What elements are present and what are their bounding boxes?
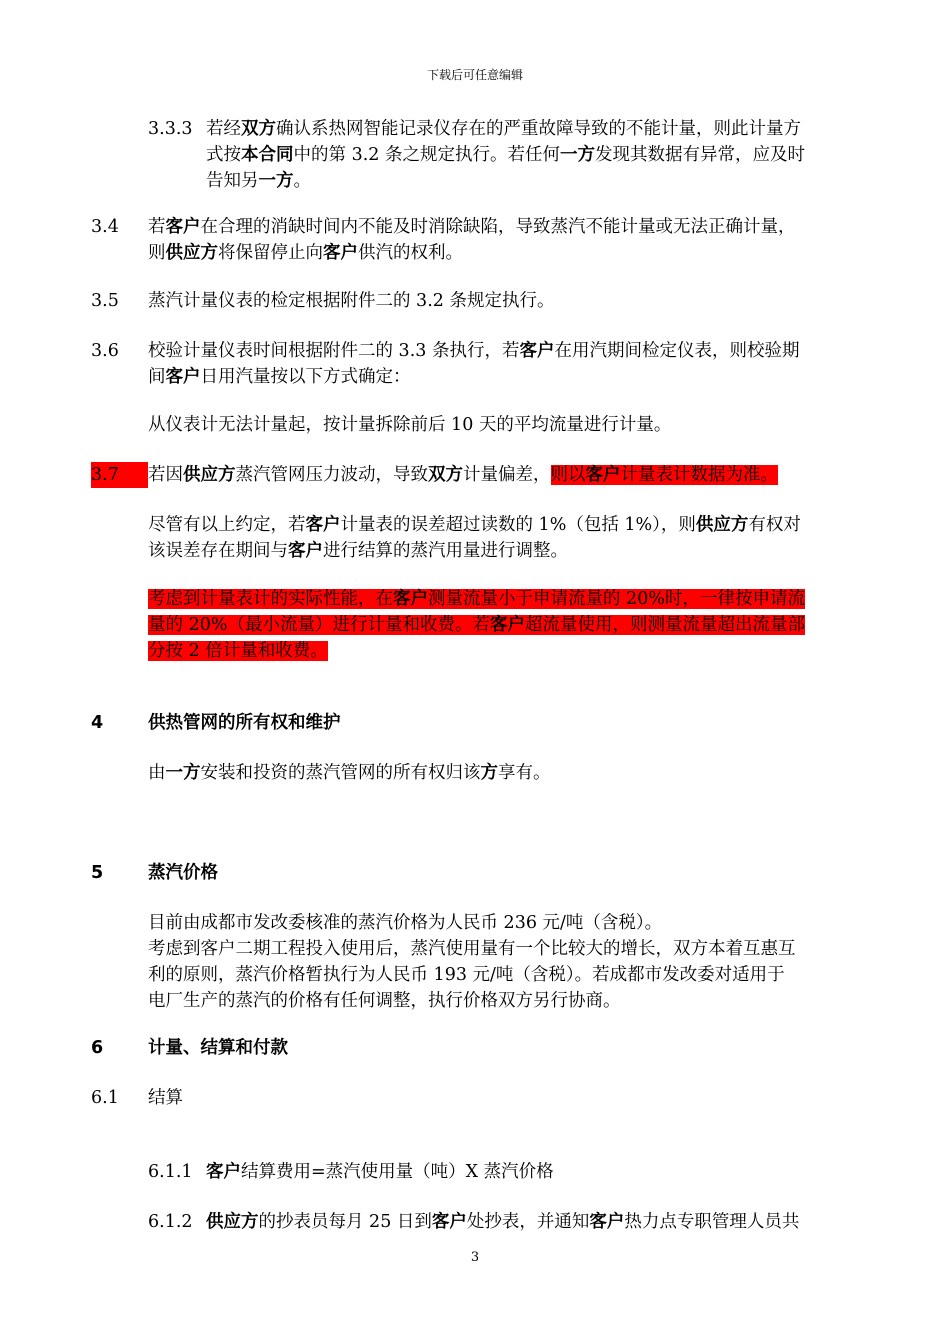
section-4-text: 由一方安装和投资的蒸汽管网的所有权归该方享有。 [148, 763, 551, 783]
clause-6-1-2-text: 供应方的抄表员每月 25 日到客户处抄表，并通知客户热力点专职管理人员共 [206, 1212, 800, 1232]
section-6-title: 计量、结算和付款 [148, 1038, 288, 1058]
clause-3-4-number: 3.4 [91, 217, 119, 237]
clause-3-5-number: 3.5 [91, 291, 119, 311]
section-4-title: 供热管网的所有权和维护 [148, 713, 341, 733]
clause-3-7-para3-highlighted: 考虑到计量表计的实际性能，在客户测量流量小于申请流量的 20%时，一律按申请流 量的 20%（最小流量）进行计量和收费。若客户超流量使用，则测量流量超出流量部 分按 2 倍计量和收费。 [148, 589, 805, 661]
clause-3-5-text: 蒸汽计量仪表的检定根据附件二的 3.2 条规定执行。 [148, 291, 555, 311]
clause-3-6-number: 3.6 [91, 341, 119, 361]
page-number: 3 [470, 1250, 480, 1265]
clause-3-6-para2: 从仪表计无法计量起，按计量拆除前后 10 天的平均流量进行计量。 [148, 415, 672, 435]
section-5-text: 目前由成都市发改委核准的蒸汽价格为人民币 236 元/吨（含税）。 考虑到客户二期工程投入使用后，蒸汽使用量有一个比较大的增长，双方本着互惠互 利的原则，蒸汽价格暂执行为人民币 193 元/吨（含税）。若成都市发改委对适用于 电厂生产的蒸汽的价格有任何调整，执行价格双方另行协商。 [148, 913, 796, 1011]
section-6-number: 6 [91, 1038, 104, 1058]
page-header: 下载后可任意编辑 [426, 68, 523, 82]
clause-3-4-text: 若客户在合理的消缺时间内不能及时消除缺陷，导致蒸汽不能计量或无法正确计量， 则供应方将保留停止向客户供汽的权利。 [148, 217, 796, 263]
clause-6-1-2-number: 6.1.2 [148, 1212, 193, 1232]
clause-3-7-number: 3.7 [91, 462, 148, 488]
clause-3-6-text: 校验计量仪表时间根据附件二的 3.3 条执行，若客户在用汽期间检定仪表，则校验期 间客户日用汽量按以下方式确定： [148, 341, 800, 387]
section-5-number: 5 [91, 863, 104, 883]
clause-6-1-title: 结算 [148, 1088, 183, 1108]
clause-6-1-1-number: 6.1.1 [148, 1162, 193, 1182]
section-4-number: 4 [91, 713, 104, 733]
clause-3-7-para2: 尽管有以上约定，若客户计量表的误差超过读数的 1%（包括 1%），则供应方有权对 该误差存在期间与客户进行结算的蒸汽用量进行调整。 [148, 515, 801, 561]
clause-3-7-text: 若因供应方蒸汽管网压力波动，导致双方计量偏差，则以客户计量表计数据为准。 [148, 465, 778, 485]
section-5-title: 蒸汽价格 [148, 863, 218, 883]
clause-3-3-3-text: 若经双方确认系热网智能记录仪存在的严重故障导致的不能计量，则此计量方 式按本合同中的第 3.2 条之规定执行。若任何一方发现其数据有异常，应及时 告知另一方。 [206, 119, 805, 191]
clause-3-3-3-number: 3.3.3 [148, 119, 193, 139]
clause-6-1-number: 6.1 [91, 1088, 119, 1108]
clause-6-1-1-text: 客户结算费用=蒸汽使用量（吨）X 蒸汽价格 [206, 1162, 554, 1182]
